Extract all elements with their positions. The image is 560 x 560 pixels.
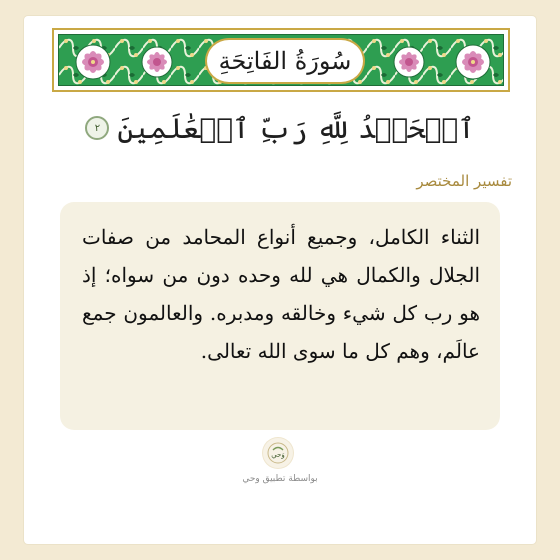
ayah-card (24, 16, 536, 544)
logo-mark (267, 442, 289, 464)
tafsir-panel (60, 202, 500, 430)
app-attribution: بواسطة تطبيق وحي (242, 474, 318, 484)
ayah-line (24, 108, 536, 148)
rosette-right (456, 45, 490, 79)
rosette-left-2 (142, 47, 172, 77)
wahy-logo-icon (263, 438, 293, 468)
banner-ornament (58, 34, 504, 86)
surah-banner (52, 28, 510, 92)
ayah-text: ٱلۡحَمۡدُ لِلَّهِ رَبِّ ٱلۡعَٰلَمِينَ (117, 111, 475, 145)
tafsir-body: الثناء الكامل، وجميع أنواع المحامد من صفات الجلال والكمال هي لله وحده دون من سواه؛ إذ هو رب كل شيء وخالقه ومدبره. والعالمون جمع عالَم، وهم كل ما سوى الله تعالى. (82, 225, 480, 363)
ayah-number-marker: ٢ (85, 116, 109, 140)
tafsir-source-label: تفسير المختصر (416, 172, 512, 190)
rosette-right-2 (394, 47, 424, 77)
surah-title: سُورَةُ الفَاتِحَةِ (218, 47, 352, 75)
rosette-left (76, 45, 110, 79)
surah-title-cartouche (205, 38, 365, 84)
logo-text: وَحي (271, 451, 285, 459)
